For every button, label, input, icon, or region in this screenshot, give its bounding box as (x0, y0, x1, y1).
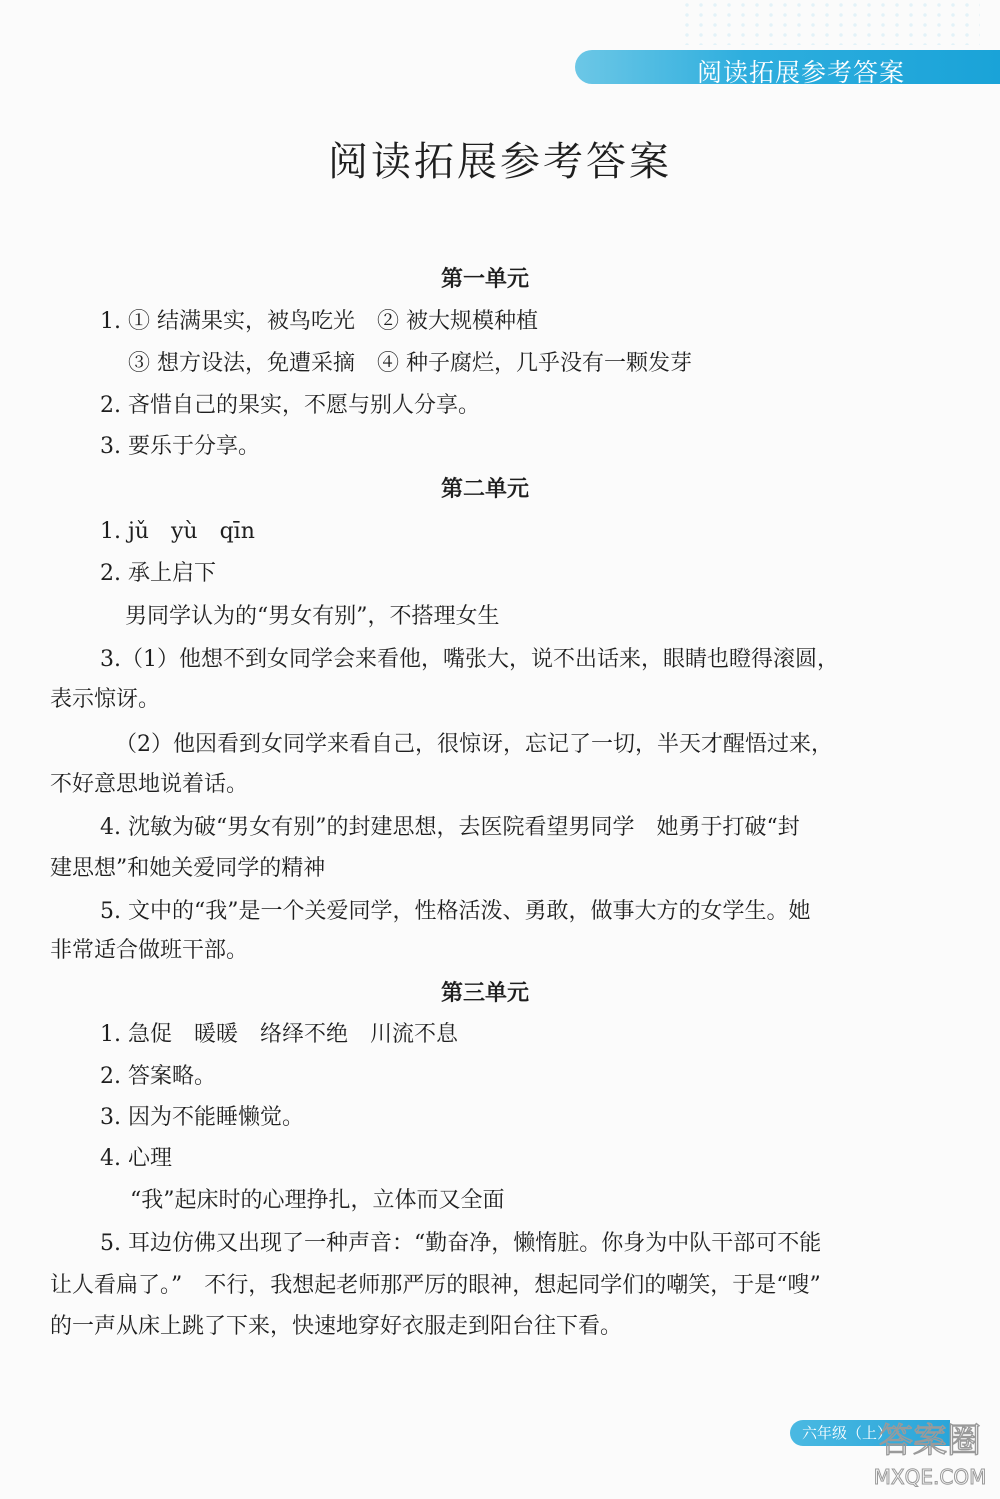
answer-line: 3. 要乐于分享。 (100, 434, 260, 459)
answer-line: 5. 耳边仿佛又出现了一种声音：“勤奋净，懒惰脏。你身为中队干部可不能 (100, 1231, 822, 1256)
answer-line: 4. 心理 (100, 1146, 172, 1171)
answer-line: 2. 答案略。 (100, 1064, 216, 1089)
answer-line: 让人看扁了。” 不行，我想起老师那严厉的眼神，想起同学们的嘲笑，于是“嗖” (50, 1273, 821, 1298)
answer-line: “我”起床时的心理挣扎，立体而又全面 (130, 1188, 505, 1213)
answer-line: 3.（1）他想不到女同学会来看他，嘴张大，说不出话来，眼睛也瞪得滚圆， (100, 647, 839, 672)
answer-line: 1. 急促 暖暖 络绎不绝 川流不息 (100, 1022, 458, 1047)
answer-line: 非常适合做班干部。 (50, 938, 249, 963)
answer-line: 2. 承上启下 (100, 561, 216, 586)
answer-line: 2. 吝惜自己的果实，不愿与别人分享。 (100, 393, 480, 418)
section-header-band (575, 50, 1000, 87)
watermark-url: MXQE.COM (873, 1465, 987, 1489)
answer-line: 表示惊讶。 (50, 687, 161, 712)
unit-title-1: 第一单元 (440, 267, 529, 292)
answer-line: 5. 文中的“我”是一个关爱同学，性格活泼、勇敢，做事大方的女学生。她 (100, 899, 811, 924)
answer-line: 男同学认为的“男女有别”，不搭理女生 (125, 604, 500, 629)
answer-line: 建思想”和她关爱同学的精神 (50, 856, 326, 881)
answer-line: 1. ① 结满果实，被鸟吃光 ② 被大规模种植 (100, 309, 538, 334)
unit-title-2: 第二单元 (440, 477, 529, 502)
header-decoration (680, 0, 980, 45)
answer-line: 3. 因为不能睡懒觉。 (100, 1105, 304, 1130)
watermark-logo (860, 1400, 1000, 1499)
answer-line: ③ 想方设法，免遭采摘 ④ 种子腐烂，几乎没有一颗发芽 (128, 351, 692, 376)
answer-line: （2）他因看到女同学来看自己，很惊讶，忘记了一切，半天才醒悟过来， (115, 732, 833, 757)
grade-label: 六年级（上） (802, 1424, 893, 1442)
answer-line: 的一声从床上跳了下来，快速地穿好衣服走到阳台往下看。 (50, 1314, 623, 1339)
page-title: 阅读拓展参考答案 (328, 139, 672, 185)
watermark-text: 答案圈 (879, 1421, 981, 1461)
answer-line: 1. jǔ yù qīn (100, 519, 255, 544)
unit-title-3: 第三单元 (440, 981, 529, 1006)
section-header-label: 阅读拓展参考答案 (696, 58, 905, 87)
answer-line: 4. 沈敏为破“男女有别”的封建思想，去医院看望男同学 她勇于打破“封 (100, 815, 800, 840)
answer-line: 不好意思地说着话。 (50, 772, 249, 797)
